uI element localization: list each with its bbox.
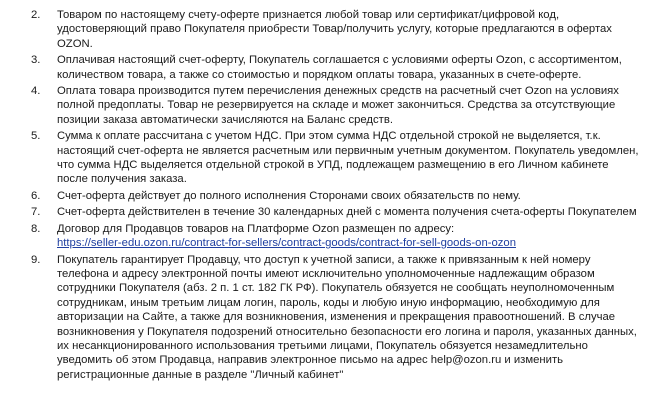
clause-number: 3.	[31, 54, 41, 67]
clause-text-line: настоящий счет-оферта не является расчетным или первичным учетным документом. Покупатель уведомлен,	[57, 144, 639, 157]
clause-text-line: OZON.	[57, 37, 93, 50]
clause-text-line: после получения заказа.	[57, 173, 187, 186]
clause-text-line: что сумма НДС выделяется отдельной строкой в УПД, подлежащем размещению в его Личном кабинете	[57, 159, 609, 172]
clause-number: 9.	[31, 253, 41, 266]
offer-terms-list	[0, 8, 659, 384]
clause-text-line: Оплачивая настоящий счет-оферту, Покупатель соглашается с условиями оферты Ozon, с ассортиментом,	[57, 54, 622, 67]
clause-text-line: количеством товара, а также со стоимостью и порядком оплаты товара, указанных в счете-оферте.	[57, 68, 582, 81]
clause-text-line: полной предоплаты. Товар не резервируется на складе и может закончиться. Средства за отсутствующие	[57, 99, 616, 112]
clause-text-line: регистрационные данные в разделе "Личный кабинет"	[57, 368, 344, 381]
clause-6	[0, 189, 659, 203]
clause-text-line: телефона и адресу электронной почты имеют исключительно уполномоченные надлежащим образом	[57, 267, 595, 280]
clause-number: 2.	[31, 9, 41, 21]
clause-text-line: удостоверяющий право Покупателя приобрести Товар/получить услугу, которые предлагаются в офертах	[57, 23, 612, 36]
clause-number: 5.	[31, 130, 41, 143]
clause-number: 7.	[31, 206, 41, 219]
clause-8	[0, 222, 659, 251]
clause-text-line: возникновения у Покупателя подозрений относительно безопасности его логина и пароля, указанных данных,	[57, 325, 637, 338]
clause-text-line: Сумма к оплате рассчитана с учетом НДС. При этом сумма НДС отдельной строкой не выделяется, т.к.	[57, 130, 601, 143]
clause-number: 6.	[31, 189, 41, 202]
clause-text-line: авторизации на Сайте, а также для возникновения, изменения и прекращения правоотношений. В случае	[57, 311, 616, 324]
clause-text-line: сотрудникам, иным третьим лицам логин, пароль, коды и любую иную информацию, необходимую для	[57, 296, 600, 309]
seller-contract-link[interactable]: https://seller-edu.ozon.ru/contract-for-sellers/contract-goods/contract-for-sell-goods-on-ozon	[57, 237, 516, 250]
clause-5	[0, 129, 659, 187]
clause-text-line: сотрудники Покупателя (абз. 2 п. 1 ст. 182 ГК РФ). Покупатель обязуется не сообщать неуполномоченным	[57, 282, 615, 295]
clause-text-line: Оплата товара производится путем перечисления денежных средств на расчетный счет Ozon на условиях	[57, 85, 619, 98]
clause-2	[0, 8, 659, 51]
clause-3	[0, 53, 659, 82]
clause-number: 4.	[31, 85, 41, 98]
clause-text-line: Счет-оферта действителен в течение 30 календарных дней с момента получения счета-оферты Покупателем	[57, 206, 637, 219]
clause-text-line: позиции заказа автоматически зачисляются на Баланс средств.	[57, 113, 393, 126]
clause-text-line: Товаром по настоящему счету-оферте признается любой товар или сертификат/цифровой код,	[57, 9, 560, 21]
clause-text-line: Договор для Продавцов товаров на Платформе Ozon размещен по адресу:	[57, 222, 455, 235]
clause-number: 8.	[31, 222, 41, 235]
clause-4	[0, 84, 659, 127]
clause-7	[0, 205, 659, 219]
clause-text-line: Покупатель гарантирует Продавцу, что доступ к учетной записи, а также к привязанным к ней номеру	[57, 253, 591, 266]
clause-text-line: их несанкционированного использования третьими лицами, Покупатель обязуется незамедлительно	[57, 339, 588, 352]
clause-text-line: уведомить об этом Продавца, направив электронное письмо на адрес help@ozon.ru и изменить	[57, 354, 564, 367]
clause-text-line: Счет-оферта действует до полного исполнения Сторонами своих обязательств по нему.	[57, 189, 521, 202]
clause-9	[0, 253, 659, 383]
